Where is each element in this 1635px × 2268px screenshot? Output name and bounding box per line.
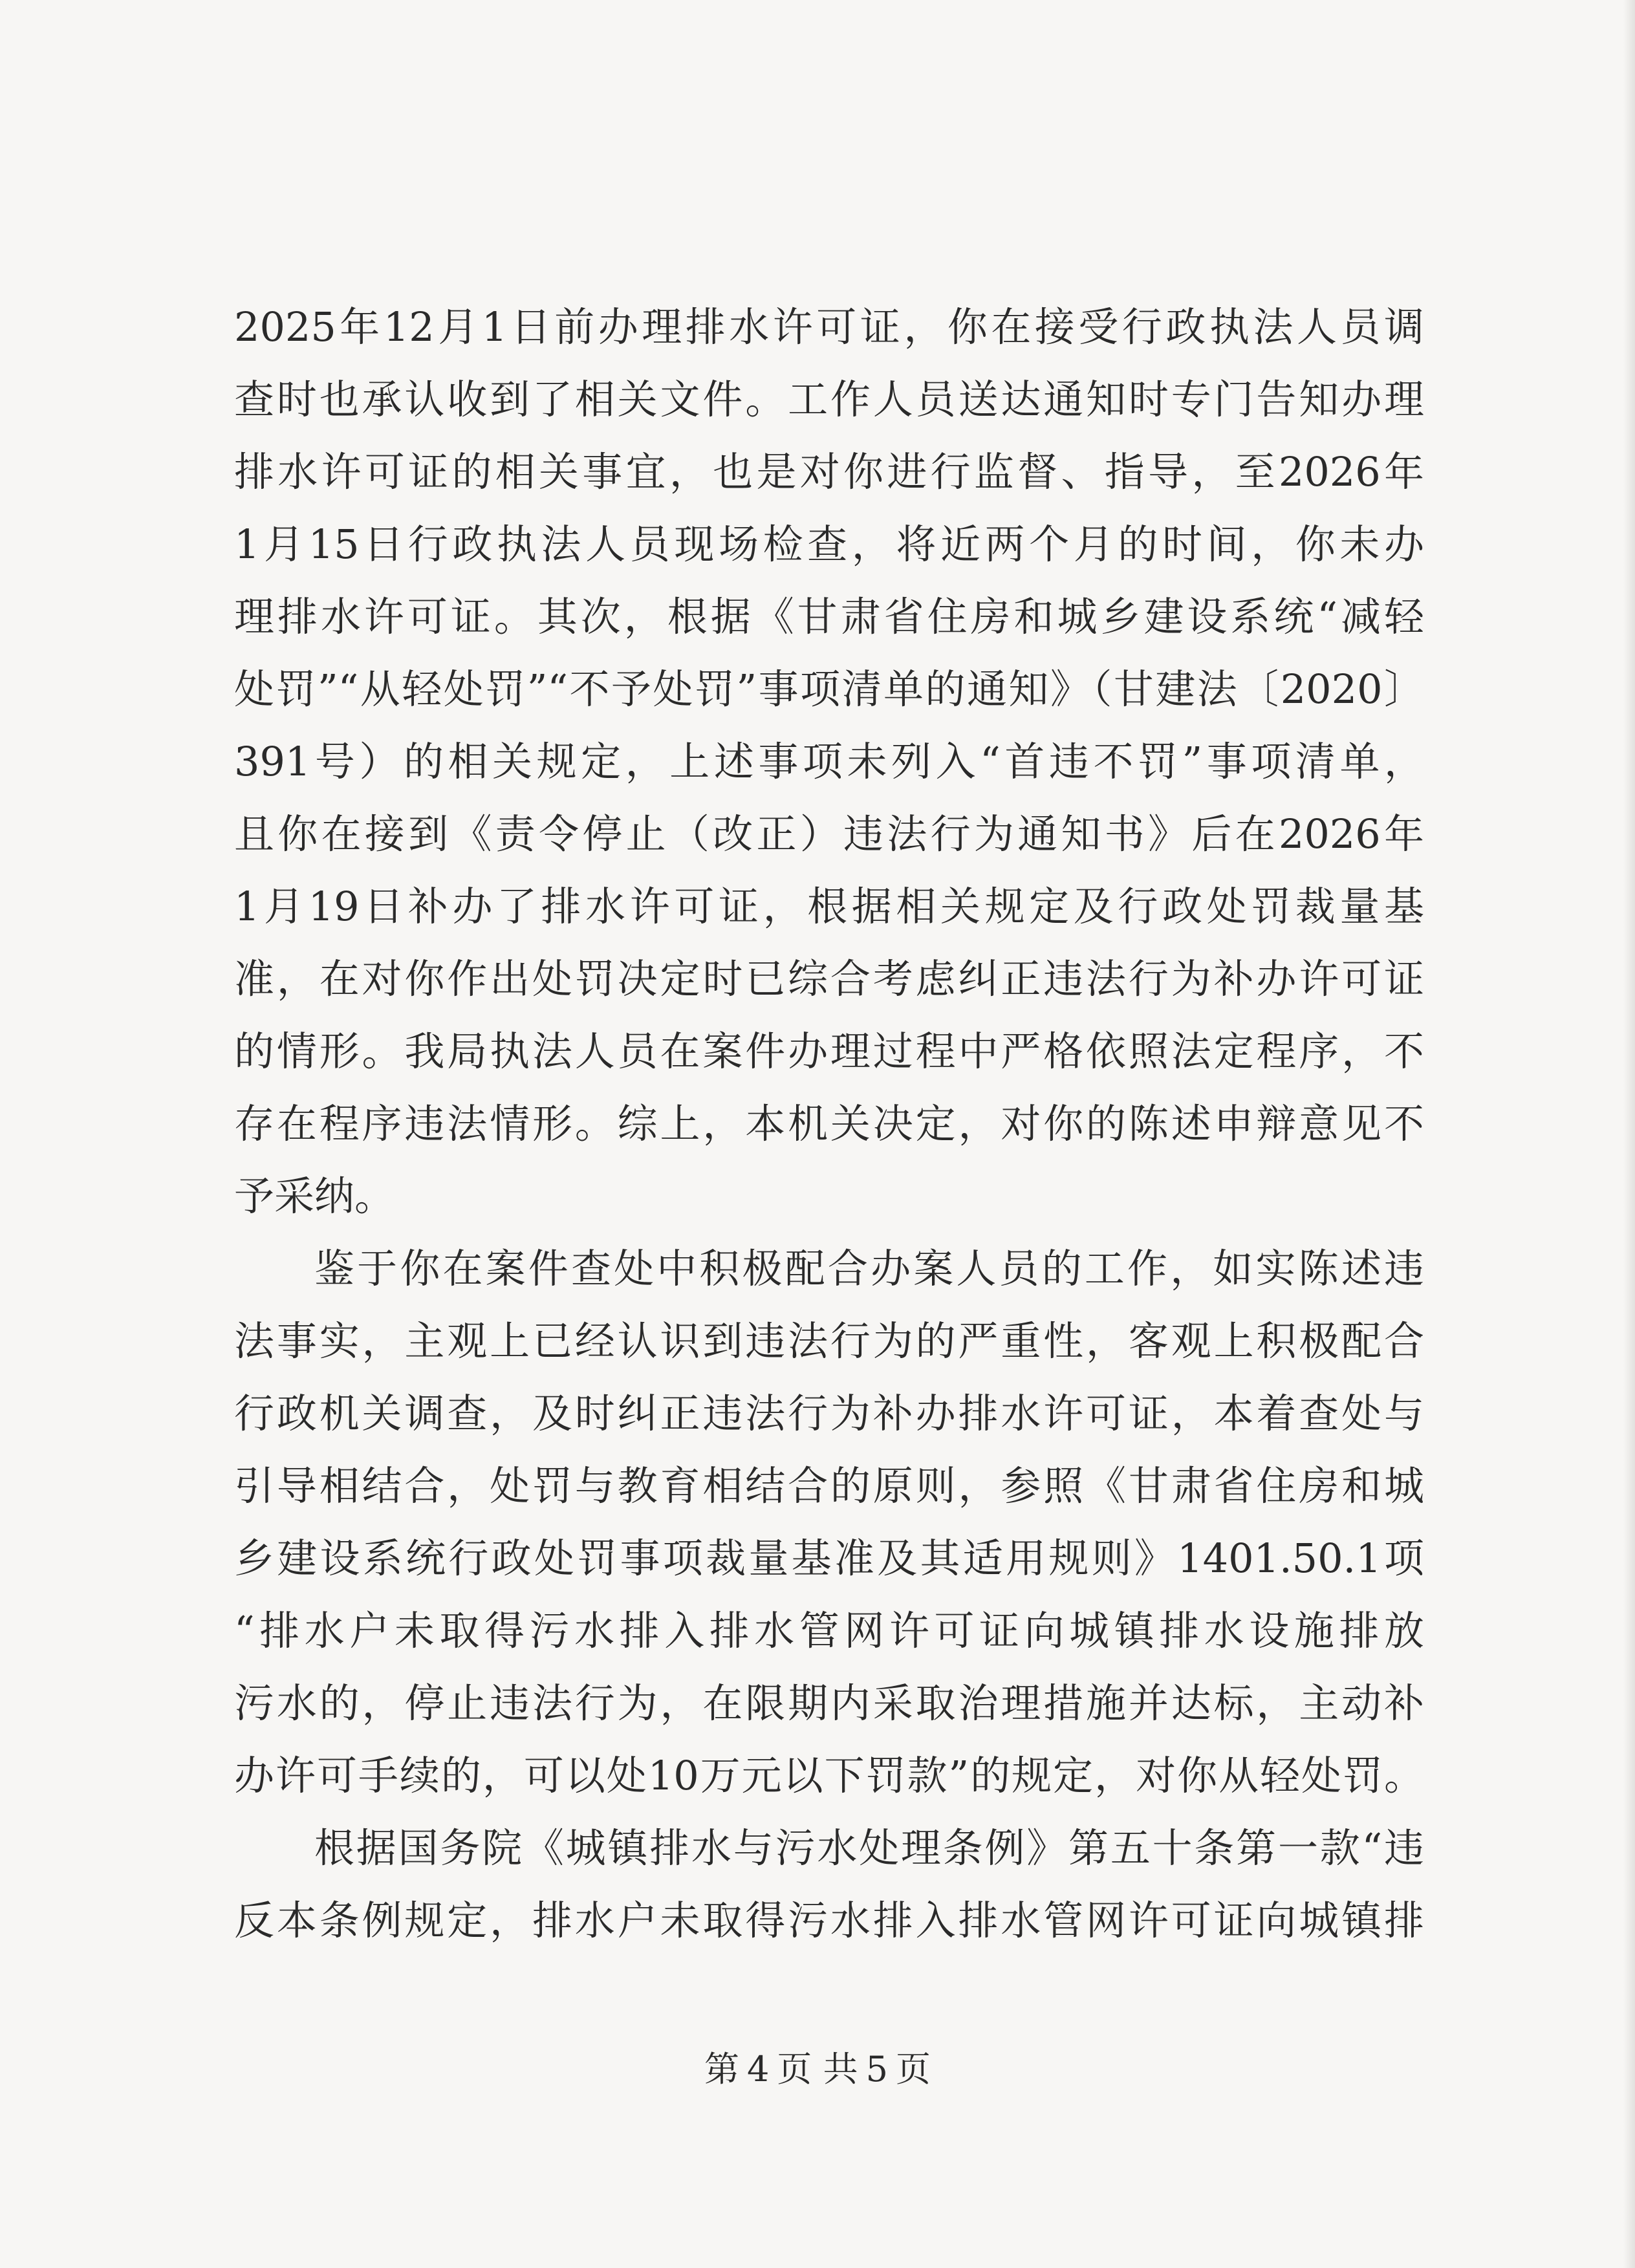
footer-current-page: 4	[747, 2049, 770, 2090]
text-line: 1月19日补办了排水许可证，根据相关规定及行政处罚裁量基	[234, 883, 1424, 930]
text-line: 理排水许可证。其次，根据《甘肃省住房和城乡建设系统“减轻	[234, 593, 1424, 640]
text-line: 准，在对你作出处罚决定时已综合考虑纠正违法行为补办许可证	[234, 955, 1424, 1002]
text-line: 引导相结合，处罚与教育相结合的原则，参照《甘肃省住房和城	[234, 1462, 1424, 1509]
text-line: 排水许可证的相关事宜，也是对你进行监督、指导，至2026年	[234, 448, 1424, 495]
text-line: 予采纳。	[234, 1172, 395, 1220]
footer-total-pages: 5	[865, 2049, 888, 2090]
page-footer	[0, 2047, 1635, 2092]
text-line: 行政机关调查，及时纠正违法行为补办排水许可证，本着查处与	[234, 1390, 1424, 1437]
text-line: 且你在接到《责令停止（改正）违法行为通知书》后在2026年	[234, 810, 1424, 858]
text-line: 鉴于你在案件查处中积极配合办案人员的工作，如实陈述违	[314, 1245, 1424, 1292]
document-body	[234, 291, 1424, 1957]
text-line: 污水的，停止违法行为，在限期内采取治理措施并达标，主动补	[234, 1679, 1424, 1727]
footer-middle: 页 共	[777, 2049, 858, 2090]
text-line: 2025年12月1日前办理排水许可证，你在接受行政执法人员调	[234, 303, 1424, 351]
text-line: 1月15日行政执法人员现场检查，将近两个月的时间，你未办	[234, 521, 1424, 568]
text-line: 法事实，主观上已经认识到违法行为的严重性，客观上积极配合	[234, 1317, 1424, 1365]
text-line: 391号）的相关规定，上述事项未列入“首违不罚”事项清单，	[234, 738, 1424, 785]
text-line: 查时也承认收到了相关文件。工作人员送达通知时专门告知办理	[234, 376, 1424, 423]
scan-edge-shadow	[1623, 0, 1635, 2268]
text-line: 办许可手续的，可以处10万元以下罚款”的规定，对你从轻处罚。	[234, 1752, 1424, 1799]
text-line: 反本条例规定，排水户未取得污水排入排水管网许可证向城镇排	[234, 1897, 1424, 1944]
text-line: 乡建设系统行政处罚事项裁量基准及其适用规则》1401.50.1项	[234, 1535, 1424, 1582]
footer-suffix: 页	[895, 2049, 931, 2090]
text-line: 处罚”“从轻处罚”“不予处罚”事项清单的通知》（甘建法〔2020〕	[234, 665, 1424, 713]
text-line: 根据国务院《城镇排水与污水处理条例》第五十条第一款“违	[314, 1824, 1424, 1872]
text-line: 存在程序违法情形。综上，本机关决定，对你的陈述申辩意见不	[234, 1100, 1424, 1147]
text-line: 的情形。我局执法人员在案件办理过程中严格依照法定程序，不	[234, 1028, 1424, 1075]
footer-prefix: 第	[704, 2049, 740, 2090]
text-line: “排水户未取得污水排入排水管网许可证向城镇排水设施排放	[234, 1607, 1424, 1654]
